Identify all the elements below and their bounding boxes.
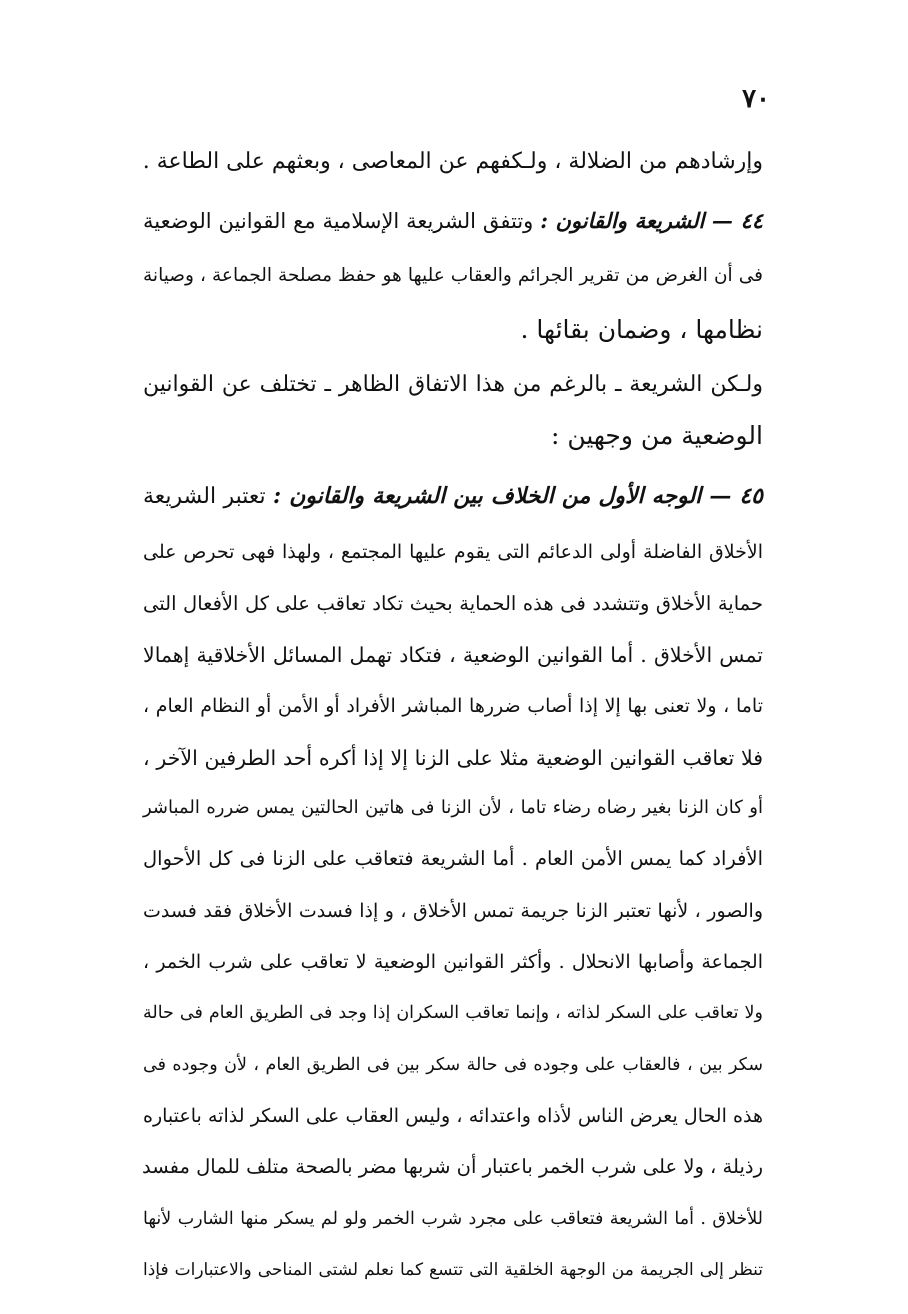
line-text: تاما ، ولا تعنى بها إلا إذا أصاب ضررها المباشر الأفراد أو الأمن أو النظام العام ، (143, 695, 763, 717)
page-number: ٧٠ (742, 84, 770, 114)
text-line (143, 312, 763, 348)
text-line (143, 534, 763, 570)
text-line (143, 418, 763, 454)
text-line (143, 1149, 763, 1185)
line-text: الأخلاق الفاضلة أولى الدعائم التى يقوم عليها المجتمع ، ولهذا فهى تحرص على (143, 541, 763, 563)
text-line (143, 1201, 763, 1237)
line-text: أو كان الزنا بغير رضاه رضاء تاما ، لأن الزنا فى هاتين الحالتين يمس ضرره المباشر (143, 797, 763, 818)
text-line (143, 637, 763, 673)
text-line (143, 1047, 763, 1083)
text-line (143, 1252, 763, 1288)
text-line (143, 944, 763, 980)
section-heading-line (143, 478, 763, 515)
line-text: وإرشادهم من الضلالة ، ولـكفهم عن المعاصى ، وبعثهم على الطاعة . (142, 149, 763, 174)
text-line (143, 790, 763, 826)
text-line (143, 258, 763, 294)
line-text: الأفراد كما يمس الأمن العام . أما الشريعة فتعاقب على الزنا فى كل الأحوال (143, 847, 763, 870)
line-text: فى أن الغرض من تقرير الجرائم والعقاب عليها هو حفظ مصلحة الجماعة ، وصيانة (143, 265, 763, 286)
text-line (143, 586, 763, 622)
line-text: تنظر إلى الجريمة من الوجهة الخلقية التى تتسع كما نعلم لشتى المناحى والاعتبارات فإذا (143, 1260, 763, 1280)
section-heading: ٤٤ — الشريعة والقانون : (540, 208, 764, 233)
line-text: ولـكن الشريعة ـ بالرغم من هذا الاتفاق الظاهر ـ تختلف عن القوانين (143, 372, 763, 397)
line-text: الجماعة وأصابها الانحلال . وأكثر القوانين الوضعية لا تعاقب على شرب الخمر ، (143, 951, 763, 973)
line-text: سكر بين ، فالعقاب على وجوده فى حالة سكر بين فى الطريق العام ، لأن وجوده فى (143, 1055, 763, 1075)
line-text: نظامها ، وضمان بقائها . (520, 315, 763, 344)
text-line (143, 688, 763, 724)
line-text: الوضعية من وجهين : (550, 421, 763, 450)
text-line (143, 841, 763, 877)
section-heading-line (143, 203, 763, 239)
line-text: حماية الأخلاق وتتشدد فى هذه الحماية بحيث تكاد تعاقب على كل الأفعال التى (143, 592, 763, 615)
line-text: هذه الحال يعرض الناس لأذاه واعتدائه ، وليس العقاب على السكر لذاته باعتباره (143, 1105, 763, 1127)
text-line (143, 144, 763, 180)
text-line (143, 893, 763, 929)
line-text: والصور ، لأنها تعتبر الزنا جريمة تمس الأخلاق ، و إذا فسدت الأخلاق فقد فسدت (143, 900, 764, 922)
line-text: ولا تعاقب على السكر لذاته ، وإنما تعاقب السكران إذا وجد فى الطريق العام فى حالة (143, 1003, 763, 1023)
line-text: تعتبر الشريعة (143, 484, 274, 509)
line-text: رذيلة ، ولا على شرب الخمر باعتبار أن شربها مضر بالصحة متلف للمال مفسد (141, 1155, 763, 1178)
line-text: فلا تعاقب القوانين الوضعية مثلا على الزنا إلا إذا أكره أحد الطرفين الآخر ، (143, 746, 763, 770)
line-text: تمس الأخلاق . أما القوانين الوضعية ، فتكاد تهمل المسائل الأخلاقية إهمالا (143, 643, 763, 667)
text-line (143, 995, 763, 1031)
text-line (143, 367, 763, 403)
text-line (143, 1098, 763, 1134)
line-text: للأخلاق . أما الشريعة فتعاقب على مجرد شرب الخمر ولو لم يسكر منها الشارب لأنها (143, 1209, 763, 1229)
section-heading: ٤٥ — الوجه الأول من الخلاف بين الشريعة والقانون : (273, 483, 763, 509)
line-text: وتتفق الشريعة الإسلامية مع القوانين الوضعية (143, 209, 541, 233)
text-line (143, 740, 763, 776)
